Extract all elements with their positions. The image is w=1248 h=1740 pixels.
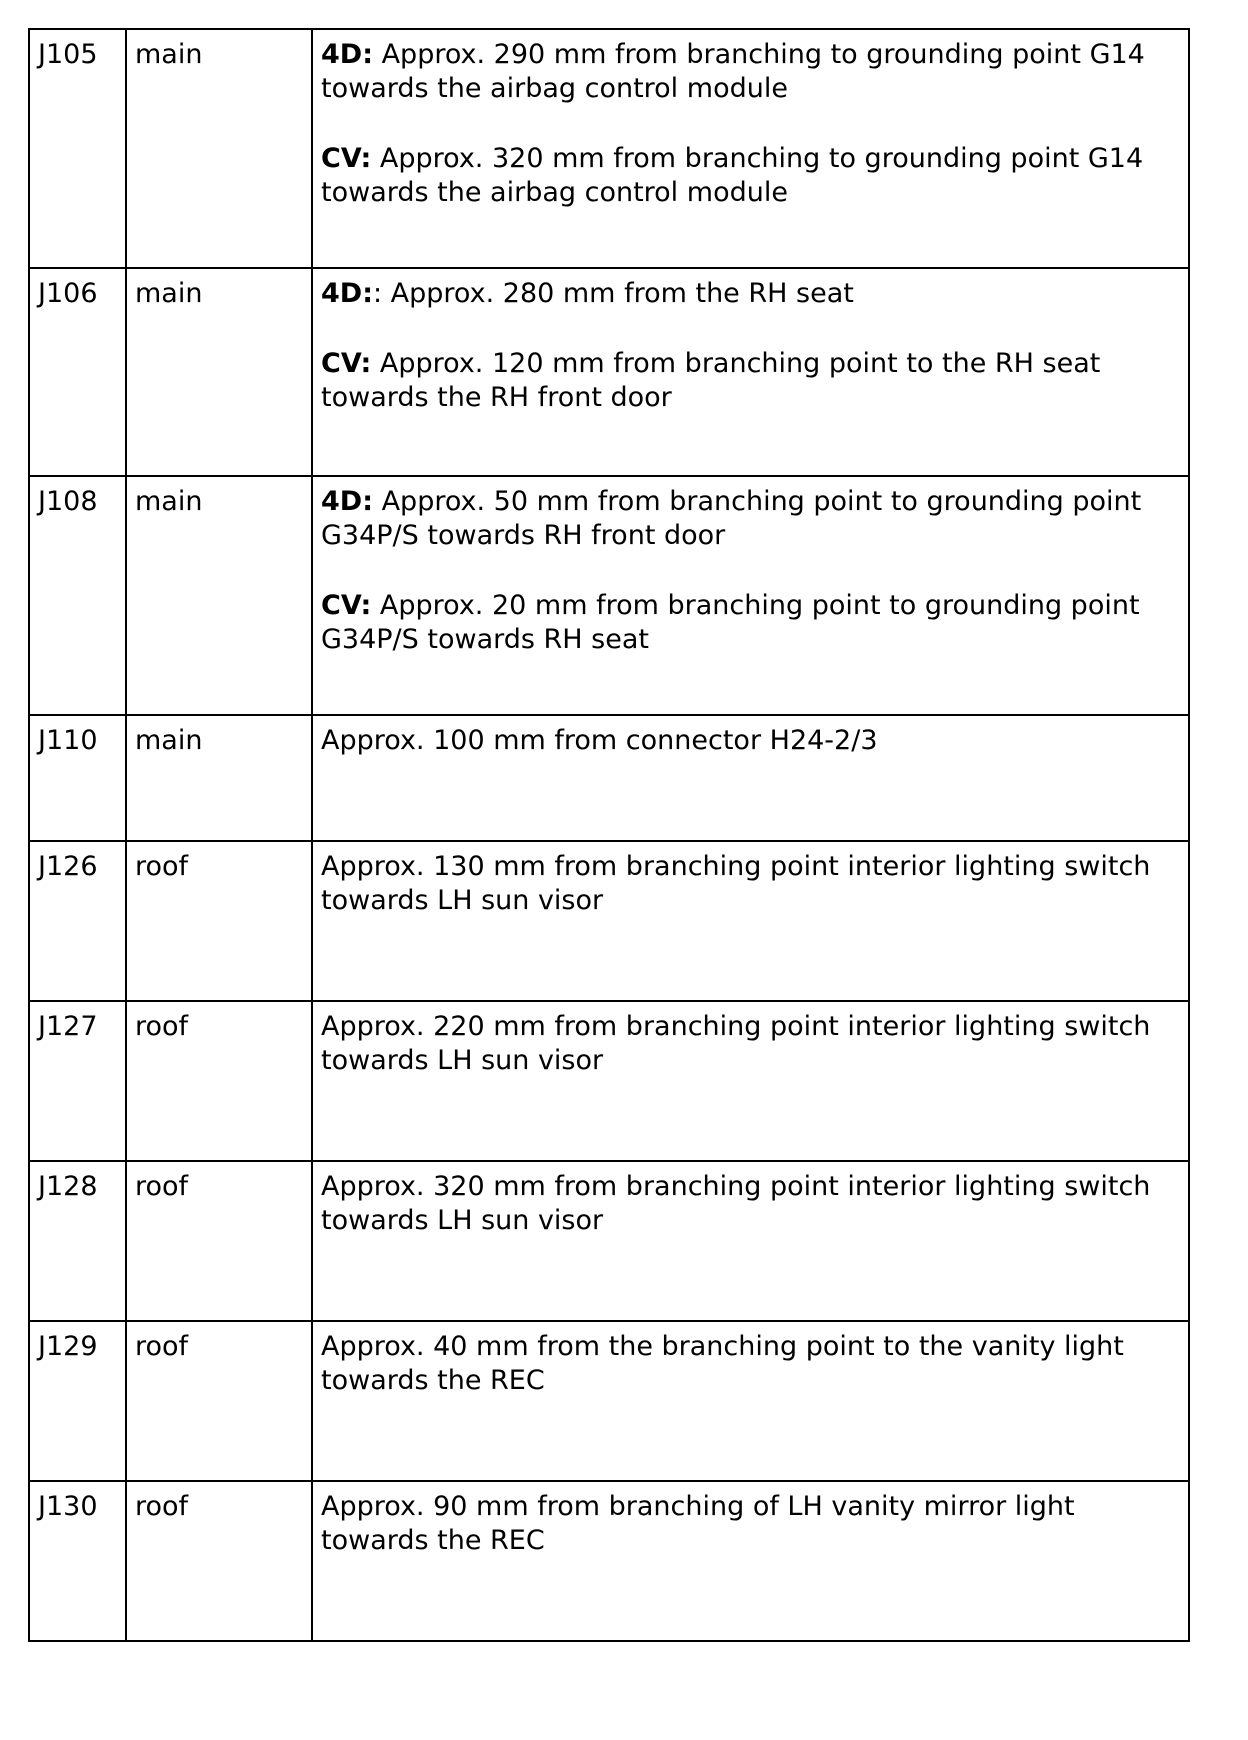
splice-id: J106	[29, 268, 126, 476]
splice-id: J128	[29, 1161, 126, 1321]
splice-location	[312, 29, 1189, 268]
splice-id: J126	[29, 841, 126, 1001]
variant-label: CV:	[321, 143, 372, 174]
splice-id: J127	[29, 1001, 126, 1161]
harness-name: main	[126, 268, 312, 476]
variant-label: CV:	[321, 348, 372, 379]
splice-location-table	[28, 28, 1190, 1642]
splice-location: Approx. 90 mm from branching of LH vanity mirror light towards the REC	[312, 1481, 1189, 1641]
table-row	[29, 715, 1189, 841]
harness-name: roof	[126, 1161, 312, 1321]
table-row	[29, 1001, 1189, 1161]
variant-label: CV:	[321, 590, 372, 621]
table-row	[29, 268, 1189, 476]
harness-name: roof	[126, 841, 312, 1001]
variant-label: 4D:	[321, 39, 373, 70]
table-row	[29, 1161, 1189, 1321]
splice-location: Approx. 40 mm from the branching point to the vanity light towards the REC	[312, 1321, 1189, 1481]
splice-location: Approx. 130 mm from branching point interior lighting switch towards LH sun visor	[312, 841, 1189, 1001]
harness-name: main	[126, 476, 312, 715]
splice-id: J110	[29, 715, 126, 841]
splice-id: J130	[29, 1481, 126, 1641]
splice-id: J129	[29, 1321, 126, 1481]
location-note	[321, 142, 1180, 210]
variant-label: 4D:	[321, 486, 373, 517]
location-text: Approx. 50 mm from branching point to grounding point G34P/S towards RH front door	[321, 486, 1142, 551]
location-note	[321, 38, 1180, 106]
harness-name: roof	[126, 1001, 312, 1161]
location-text: : Approx. 280 mm from the RH seat	[373, 278, 854, 309]
splice-location: Approx. 320 mm from branching point interior lighting switch towards LH sun visor	[312, 1161, 1189, 1321]
location-note	[321, 277, 1180, 311]
splice-location: Approx. 220 mm from branching point interior lighting switch towards LH sun visor	[312, 1001, 1189, 1161]
table-row	[29, 841, 1189, 1001]
table-row	[29, 1481, 1189, 1641]
variant-label: 4D:	[321, 278, 373, 309]
harness-name: roof	[126, 1321, 312, 1481]
location-text: Approx. 120 mm from branching point to the RH seat towards the RH front door	[321, 348, 1101, 413]
location-note	[321, 347, 1180, 415]
harness-name: roof	[126, 1481, 312, 1641]
table-row	[29, 29, 1189, 268]
table-row	[29, 476, 1189, 715]
splice-id: J108	[29, 476, 126, 715]
table-row	[29, 1321, 1189, 1481]
location-note	[321, 589, 1180, 657]
location-text: Approx. 290 mm from branching to grounding point G14 towards the airbag control module	[321, 39, 1145, 104]
location-text: Approx. 320 mm from branching to grounding point G14 towards the airbag control module	[321, 143, 1144, 208]
splice-location	[312, 268, 1189, 476]
location-note	[321, 485, 1180, 553]
harness-name: main	[126, 715, 312, 841]
location-text: Approx. 20 mm from branching point to grounding point G34P/S towards RH seat	[321, 590, 1140, 655]
splice-location	[312, 476, 1189, 715]
harness-name: main	[126, 29, 312, 268]
splice-id: J105	[29, 29, 126, 268]
splice-location: Approx. 100 mm from connector H24-2/3	[312, 715, 1189, 841]
